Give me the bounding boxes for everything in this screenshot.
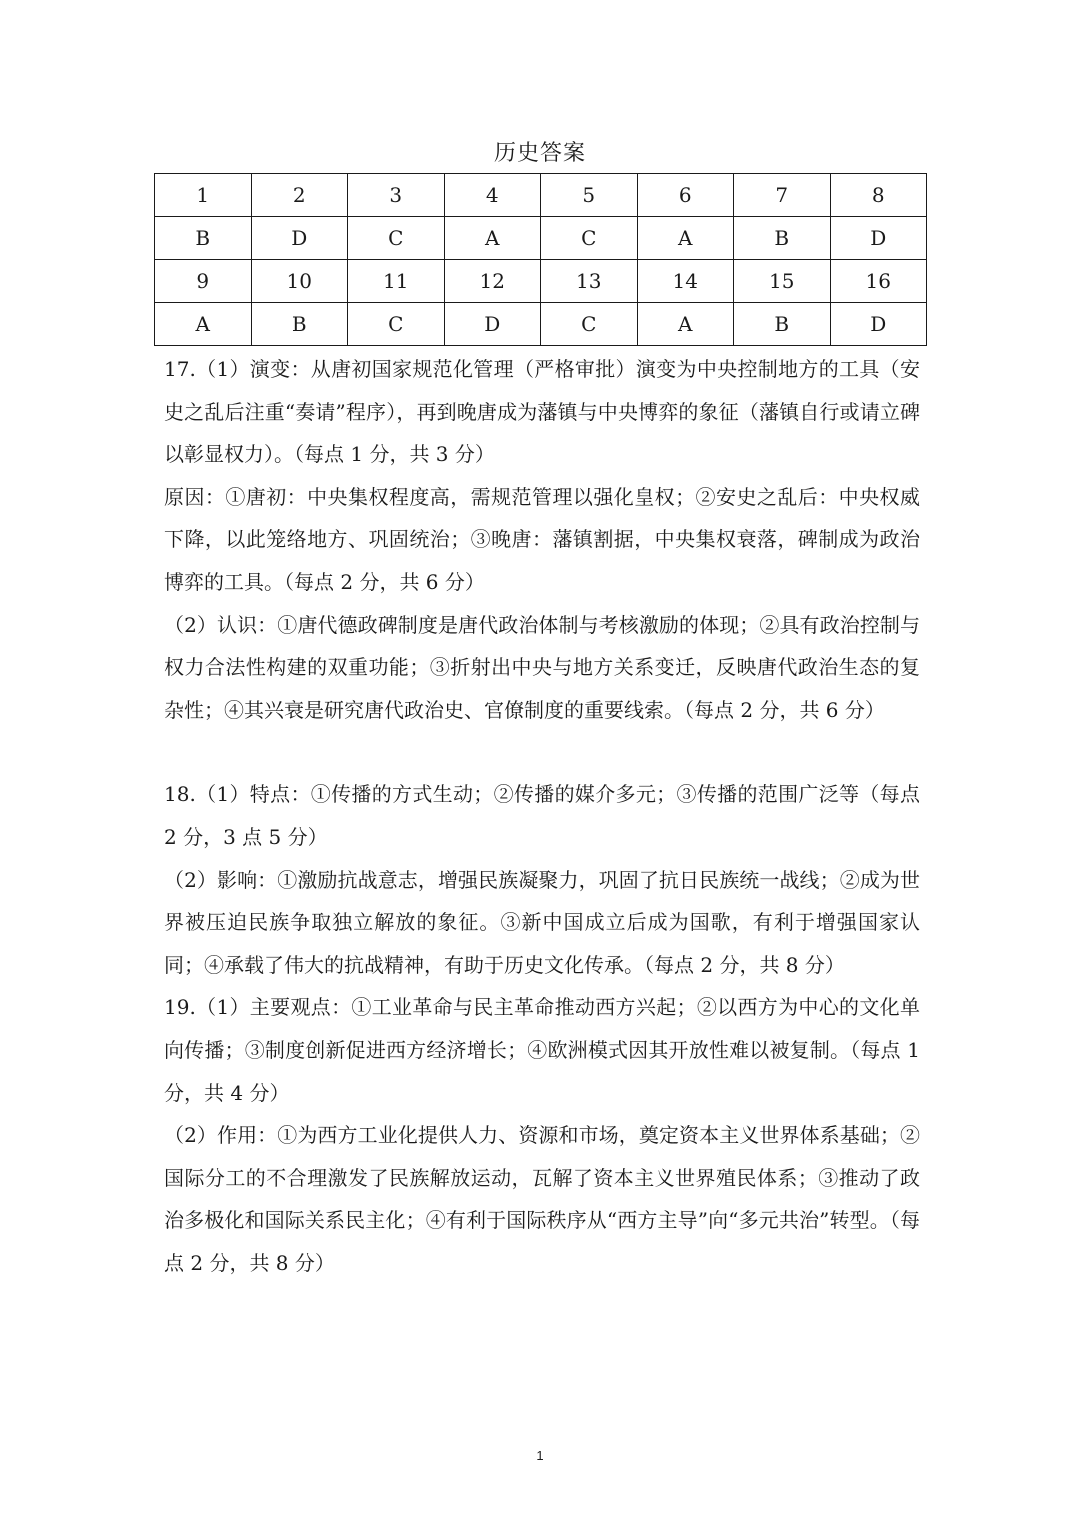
table-cell: 2: [251, 174, 348, 217]
table-row: [155, 260, 927, 303]
q17-reason: 原因：①唐初：中央集权程度高，需规范管理以强化皇权；②安史之乱后：中央权威下降，以此笼络地方、巩固统治；③晚唐：藩镇割据，中央集权衰落，碑制成为政治博弈的工具。（每点 2 分，共 6 分）: [164, 484, 920, 594]
table-cell: 5: [541, 174, 638, 217]
table-cell: 8: [830, 174, 927, 217]
table-cell: 15: [734, 260, 831, 303]
spacer: [164, 731, 920, 773]
q18-part1: 18.（1）特点：①传播的方式生动；②传播的媒介多元；③传播的范围广泛等（每点 2 分，3 点 5 分）: [164, 782, 920, 849]
table-cell: C: [541, 303, 638, 346]
table-cell: D: [830, 217, 927, 260]
table-cell: 3: [348, 174, 445, 217]
page-number: 1: [536, 1448, 544, 1463]
q19-part1: 19.（1）主要观点：①工业革命与民主革命推动西方兴起；②以西方为中心的文化单向传播；③制度创新促进西方经济增长；④欧洲模式因其开放性难以被复制。（每点 1 分，共 4 分）: [164, 995, 920, 1105]
table-cell: 10: [251, 260, 348, 303]
table-cell: 1: [155, 174, 252, 217]
q17-part2: （2）认识：①唐代德政碑制度是唐代政治体制与考核激励的体现；②具有政治控制与权力合法性构建的双重功能；③折射出中央与地方关系变迁，反映唐代政治生态的复杂性；④其兴衰是研究唐代政治史、官僚制度的重要线索。（每点 2 分，共 6 分）: [164, 612, 920, 722]
table-cell: 4: [444, 174, 541, 217]
q19-part2: （2）作用：①为西方工业化提供人力、资源和市场，奠定资本主义世界体系基础；②国际分工的不合理激发了民族解放运动，瓦解了资本主义世界殖民体系；③推动了政治多极化和国际关系民主化；④有利于国际秩序从“西方主导”向“多元共治”转型。（每点 2 分，共 8 分）: [164, 1123, 920, 1275]
table-cell: A: [637, 303, 734, 346]
table-cell: 13: [541, 260, 638, 303]
table-cell: 16: [830, 260, 927, 303]
answer-table: [154, 173, 927, 346]
table-cell: C: [348, 217, 445, 260]
table-cell: B: [734, 303, 831, 346]
table-cell: 14: [637, 260, 734, 303]
table-cell: B: [155, 217, 252, 260]
q17-part1: 17.（1）演变：从唐初国家规范化管理（严格审批）演变为中央控制地方的工具（安史之乱后注重“奏请”程序），再到晚唐成为藩镇与中央博弈的象征（藩镇自行或请立碑以彰显权力）。（每点 1 分，共 3 分）: [164, 357, 920, 467]
table-row: [155, 303, 927, 346]
table-cell: C: [348, 303, 445, 346]
table-cell: B: [734, 217, 831, 260]
table-cell: A: [155, 303, 252, 346]
table-cell: 6: [637, 174, 734, 217]
table-cell: C: [541, 217, 638, 260]
table-cell: D: [830, 303, 927, 346]
table-cell: A: [637, 217, 734, 260]
table-cell: 9: [155, 260, 252, 303]
table-row: [155, 174, 927, 217]
answer-content: [164, 348, 920, 1284]
table-cell: D: [251, 217, 348, 260]
table-cell: 12: [444, 260, 541, 303]
q18-part2: （2）影响：①激励抗战意志，增强民族凝聚力，巩固了抗日民族统一战线；②成为世界被压迫民族争取独立解放的象征。③新中国成立后成为国歌，有利于增强国家认同；④承载了伟大的抗战精神，有助于历史文化传承。（每点 2 分，共 8 分）: [164, 867, 920, 977]
page-title: 历史答案: [493, 141, 586, 166]
table-cell: B: [251, 303, 348, 346]
table-cell: D: [444, 303, 541, 346]
table-row: [155, 217, 927, 260]
table-cell: 11: [348, 260, 445, 303]
table-cell: A: [444, 217, 541, 260]
table-cell: 7: [734, 174, 831, 217]
